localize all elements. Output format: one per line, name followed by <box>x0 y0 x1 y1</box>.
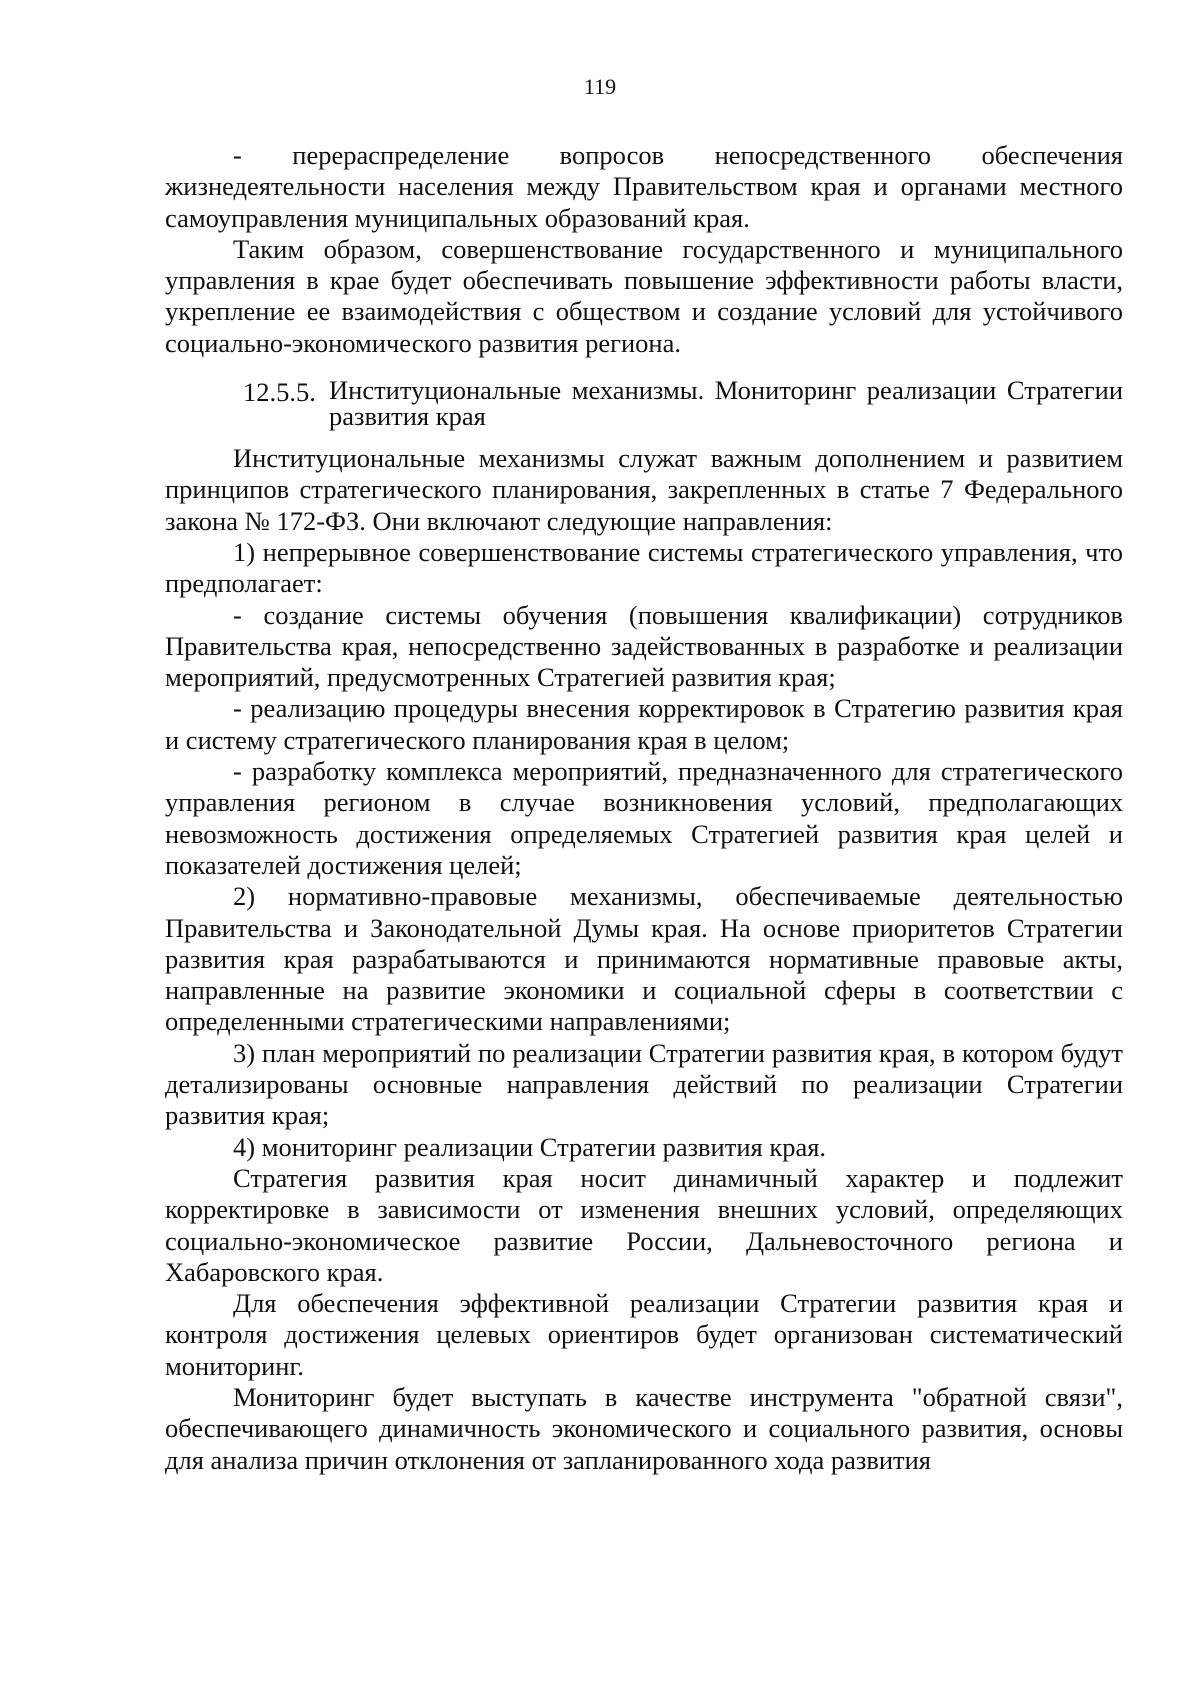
paragraph: Таким образом, совершенствование государственного и муниципального управления в крае будет обеспечивать повышение эффективности работы власти, укрепление ее взаимодействия с обществом и создание условий для устойчивого социально-экономического развития региона. <box>165 233 1123 358</box>
section-title: Институциональные механизмы. Мониторинг реализации Стратегии развития края <box>329 375 1123 432</box>
paragraph: Стратегия развития края носит динамичный характер и подлежит корректировке в зависимости от изменения внешних условий, определяющих социально-экономическое развитие России, Дальневосточного региона и Хабаровского края. <box>165 1162 1123 1287</box>
list-subitem: - реализацию процедуры внесения корректировок в Стратегию развития края и систему стратегического планирования края в целом; <box>165 693 1123 755</box>
paragraph: Мониторинг будет выступать в качестве инструмента "обратной связи", обеспечивающего динамичность экономического и социального развития, основы для анализа причин отклонения от запланированного хода развития <box>165 1381 1123 1475</box>
list-item: 2) нормативно-правовые механизмы, обеспечиваемые деятельностью Правительства и Законодательной Думы края. На основе приоритетов Стратегии развития края разрабатываются и принимаются нормативные правовые акты, направленные на развитие экономики и социальной сферы в соответствии с определенными стратегическими направлениями; <box>165 881 1123 1037</box>
page-number: 119 <box>583 74 617 99</box>
list-item: 3) план мероприятий по реализации Стратегии развития края, в котором будут детализированы основные направления действий по реализации Стратегии развития края; <box>165 1037 1123 1131</box>
paragraph: Институциональные механизмы служат важным дополнением и развитием принципов стратегического планирования, закрепленных в статье 7 Федерального закона № 172-ФЗ. Они включают следующие направления: <box>165 443 1123 536</box>
section-heading <box>165 375 1123 432</box>
list-subitem: - создание системы обучения (повышения квалификации) сотрудников Правительства края, непосредственно задействованных в разработке и реализации мероприятий, предусмотренных Стратегией развития края; <box>165 599 1123 693</box>
list-subitem: - разработку комплекса мероприятий, предназначенного для стратегического управления регионом в случае возникновения условий, предполагающих невозможность достижения определяемых Стратегией развития края целей и показателей достижения целей; <box>165 756 1123 880</box>
paragraph: Для обеспечения эффективной реализации Стратегии развития края и контроля достижения целевых ориентиров будет организован систематический мониторинг. <box>165 1288 1123 1381</box>
paragraph: - перераспределение вопросов непосредственного обеспечения жизнедеятельности населения между Правительством края и органами местного самоуправления муниципальных образований края. <box>165 140 1123 233</box>
list-item: 4) мониторинг реализации Стратегии развития края. <box>233 1131 827 1162</box>
document-body <box>165 140 1123 1476</box>
list-item: 1) непрерывное совершенствование системы стратегического управления, что предполагает: <box>165 536 1123 599</box>
section-number: 12.5.5. <box>243 377 316 408</box>
